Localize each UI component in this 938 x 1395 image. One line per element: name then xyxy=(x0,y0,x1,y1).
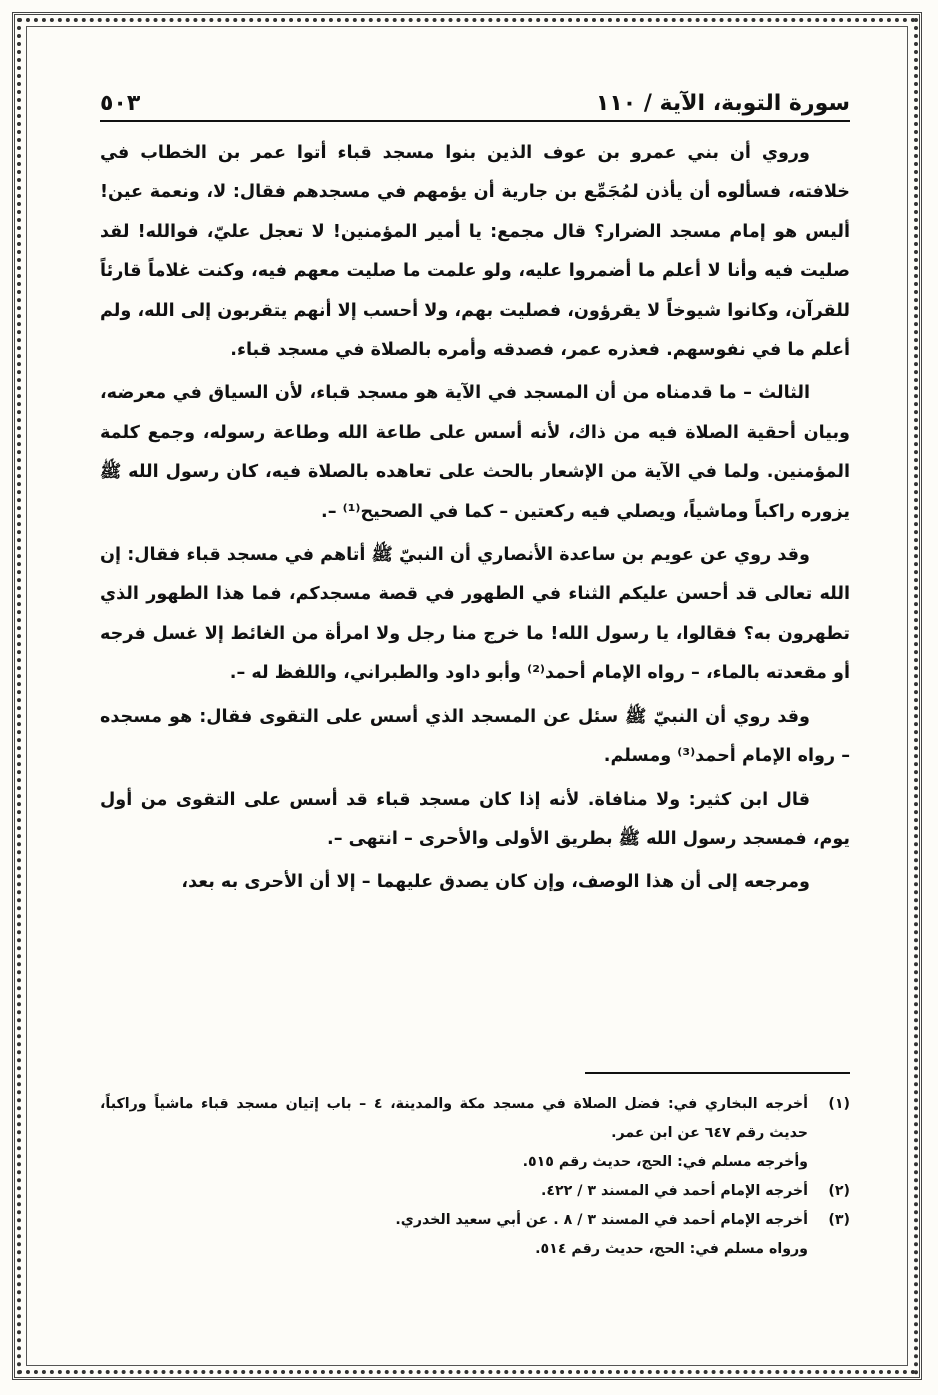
ornamental-border-right xyxy=(914,18,920,1376)
footnote-number: (٣) xyxy=(828,1212,850,1228)
paragraph: وقد روي أن النبيّ ﷺ سئل عن المسجد الذي أسس على التقوى فقال: هو مسجده – رواه الإمام أحمد⁽³⁾ ومسلم. xyxy=(100,706,850,767)
footnote-separator xyxy=(585,1072,850,1074)
paragraph: وقد روي عن عويم بن ساعدة الأنصاري أن النبيّ ﷺ أتاهم في مسجد قباء فقال: إن الله تعالى قد أحسن عليكم الثناء في الطهور في قصة مسجدكم، فما هذا الطهور الذي تطهرون به؟ فقالوا، يا رسول الله! ما خرج منا رجل ولا امرأة من الغائط إلا غسل فرجه أو مقعدته بالماء، – رواه الإمام أحمد⁽²⁾ وأبو داود والطبراني، واللفظ له –. xyxy=(100,545,850,684)
ornamental-border-top xyxy=(18,18,916,24)
footnote-1 xyxy=(100,1090,850,1148)
footnote-number: (٢) xyxy=(828,1183,850,1199)
footnote-3 xyxy=(100,1206,850,1235)
footnote-continuation: وأخرجه مسلم في: الحج، حديث رقم ٥١٥. xyxy=(522,1154,808,1170)
page-content xyxy=(100,78,850,907)
paragraph: الثالث – ما قدمناه من أن المسجد في الآية هو مسجد قباء، لأن السياق في معرضه، وبيان أحقية الصلاة فيه من ذاك، لأنه أسس على طاعة الله وطاعة رسوله، وجمع كلمة المؤمنين. ولما في الآية من الإشعار بالحث على تعاهده بالصلاة فيه، كان رسول الله ﷺ يزوره راكباً وماشياً، ويصلي فيه ركعتين – كما في الصحيح⁽¹⁾ –. xyxy=(100,383,850,522)
paragraph: قال ابن كثير: ولا منافاة. لأنه إذا كان مسجد قباء قد أسس على التقوى من أول يوم، فمسجد رسول الله ﷺ بطريق الأولى والأحرى – انتهى –. xyxy=(100,789,850,849)
header-title: سورة التوبة، الآية / ١١٠ xyxy=(595,91,850,116)
ornamental-border-left xyxy=(17,18,23,1376)
footnotes xyxy=(100,1072,850,1264)
footnote-text: أخرجه البخاري في: فضل الصلاة في مسجد مكة والمدينة، ٤ – باب إتيان مسجد قباء ماشياً وراكباً، حديث رقم ٦٤٧ عن ابن عمر. xyxy=(100,1096,808,1141)
body-text xyxy=(100,134,850,903)
footnote-continuation: ورواه مسلم في: الحج، حديث رقم ٥١٤. xyxy=(535,1241,808,1257)
paragraph: وروي أن بني عمرو بن عوف الذين بنوا مسجد قباء أتوا عمر بن الخطاب في خلافته، فسألوه أن يأذن لمُجَمِّع بن جارية أن يؤمهم في مسجدهم فقال: لا، ونعمة عين! أليس هو إمام مسجد الضرار؟ قال مجمع: يا أمير المؤمنين! لا تعجل عليّ، فوالله! لقد صليت فيه وأنا لا أعلم ما أضمروا عليه، ولو علمت ما صليت معهم فيه، وكنت غلاماً قارئاً للقرآن، وكانوا شيوخاً لا يقرؤون، فصليت بهم، ولا أحسب إلا أنهم يتقربون إلى الله، ولم أعلم ما في نفوسهم. فعذره عمر، فصدقه وأمره بالصلاة في مسجد قباء. xyxy=(99,143,850,361)
footnote-number: (١) xyxy=(828,1096,850,1112)
running-header xyxy=(100,78,850,122)
paragraph: ومرجعه إلى أن هذا الوصف، وإن كان يصدق عليهما – إلا أن الأحرى به بعد، xyxy=(181,872,810,893)
footnote-2 xyxy=(100,1177,850,1206)
ornamental-border-bottom xyxy=(18,1370,916,1376)
footnote-text: أخرجه الإمام أحمد في المسند ٣ / ٨ . عن أبي سعيد الخدري. xyxy=(395,1212,808,1228)
footnote-text: أخرجه الإمام أحمد في المسند ٣ / ٤٢٢. xyxy=(540,1183,808,1199)
page-number: ٥٠٣ xyxy=(100,91,141,116)
